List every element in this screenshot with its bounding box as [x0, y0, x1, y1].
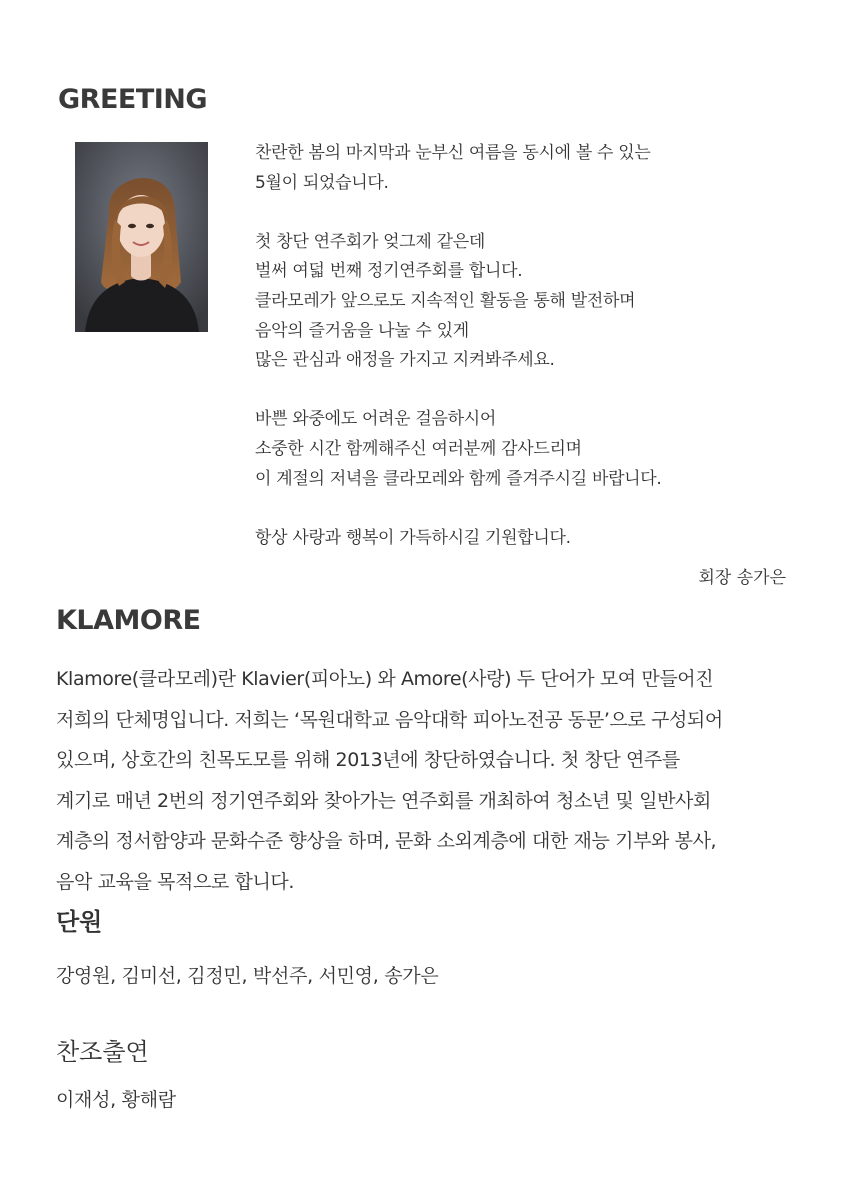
greeting-line: 찬란한 봄의 마지막과 눈부신 여름을 동시에 볼 수 있는: [255, 143, 651, 163]
greeting-line: 클라모레가 앞으로도 지속적인 활동을 통해 발전하며: [255, 290, 636, 311]
greeting-line: 벌써 여덟 번째 정기연주회를 합니다.: [255, 261, 523, 282]
greeting-line: 5월이 되었습니다.: [255, 172, 389, 193]
guest-performers-heading: 찬조출연: [56, 1038, 149, 1066]
klamore-line: 계층의 정서함양과 문화수준 향상을 하며, 문화 소외계층에 대한 재능 기부와 봉사,: [56, 830, 717, 853]
klamore-description: [56, 659, 806, 903]
greeting-signature: 회장 송가은: [698, 568, 786, 588]
greeting-paragraph: [255, 228, 815, 376]
greeting-line: 첫 창단 연주회가 엊그제 같은데: [255, 231, 486, 252]
guest-performers-list: 이재성, 황해람: [56, 1089, 176, 1111]
klamore-line: Klamore(클라모레)란 Klavier(피아노) 와 Amore(사랑) 두 단어가 모여 만들어진: [56, 668, 714, 690]
greeting-message: [255, 139, 815, 553]
president-portrait: [75, 142, 208, 332]
greeting-line: 바쁜 와중에도 어려운 걸음하시어: [255, 409, 497, 430]
klamore-line: 있으며, 상호간의 친목도모를 위해 2013년에 창단하였습니다. 첫 창단 연주를: [56, 749, 680, 772]
greeting-line: 이 계절의 저녁을 클라모레와 함께 즐겨주시길 바랍니다.: [255, 468, 662, 489]
greeting-paragraph: [255, 524, 815, 554]
klamore-heading: KLAMORE: [56, 605, 201, 636]
greeting-line: 음악의 즐거움을 나눌 수 있게: [255, 320, 469, 341]
greeting-line: 항상 사랑과 행복이 가득하시길 기원합니다.: [255, 527, 571, 548]
klamore-line: 음악 교육을 목적으로 합니다.: [56, 870, 295, 893]
klamore-line: 계기로 매년 2번의 정기연주회와 찾아가는 연주회를 개최하여 청소년 및 일반사회: [56, 789, 711, 812]
klamore-line: 저희의 단체명입니다. 저희는 ‘목원대학교 음악대학 피아노전공 동문’으로 구성되어: [56, 708, 723, 731]
greeting-line: 많은 관심과 애정을 가지고 지켜봐주세요.: [255, 350, 555, 371]
greeting-paragraph: [255, 139, 815, 198]
greeting-heading: GREETING: [58, 84, 208, 115]
portrait-illustration: [75, 142, 208, 332]
greeting-line: 소중한 시간 함께해주신 여러분께 감사드리며: [255, 438, 582, 459]
members-heading: 단원: [56, 908, 103, 936]
greeting-paragraph: [255, 405, 815, 494]
members-list: 강영원, 김미선, 김정민, 박선주, 서민영, 송가은: [56, 965, 439, 987]
